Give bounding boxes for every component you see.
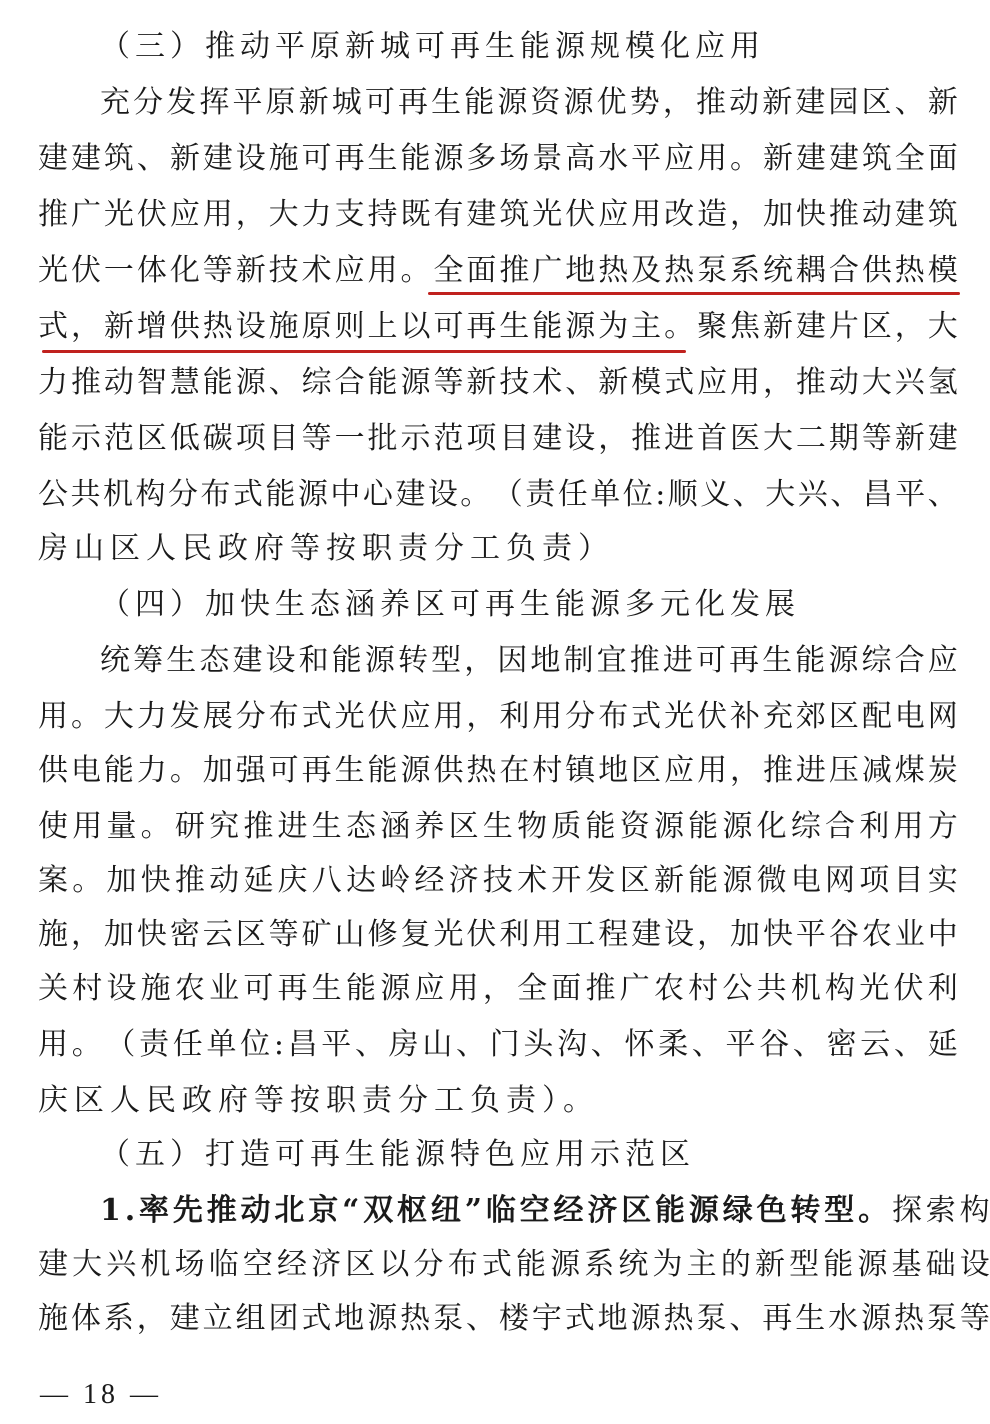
text-line: 式 ， 新 增 供 热 设 施 原 则 上 以 可 再 生 能 源 为 主 。 聚 焦 新 建 片 区 ， 大 [38, 309, 958, 344]
red-underline-1 [428, 292, 960, 295]
text-line: 建 大 兴 机 场 临 空 经 济 区 以 分 布 式 能 源 系 统 为 主 的 新 型 能 源 基 础 设 [38, 1247, 990, 1282]
text-line: 房山区人民政府等按职责分工负责） [38, 531, 614, 566]
section-heading: （四）加快生态涵养区可再生能源多元化发展 [100, 587, 800, 622]
text-line: 力 推 动 智 慧 能 源 、 综 合 能 源 等 新 技 术 、 新 模 式 应 用 ， 推 动 大 兴 氢 [38, 365, 958, 400]
text-line: 使 用 量 。 研 究 推 进 生 态 涵 养 区 生 物 质 能 资 源 能 源 化 综 合 利 用 方 [38, 809, 958, 844]
text-line: 庆区人民政府等按职责分工负责）。 [38, 1083, 599, 1118]
red-underline-2 [42, 350, 686, 353]
section-heading: （三）推动平原新城可再生能源规模化应用 [100, 29, 765, 64]
text-line: 充 分 发 挥 平 原 新 城 可 再 生 能 源 资 源 优 势 ， 推 动 新 建 园 区 、 新 [100, 85, 958, 120]
text-line: 案 。 加 快 推 动 延 庆 八 达 岭 经 济 技 术 开 发 区 新 能 源 微 电 网 项 目 实 [38, 863, 958, 898]
text-line: 能 示 范 区 低 碳 项 目 等 一 批 示 范 项 目 建 设 ， 推 进 首 医 大 二 期 等 新 建 [38, 421, 958, 456]
text-line: 关 村 设 施 农 业 可 再 生 能 源 应 用 ， 全 面 推 广 农 村 公 共 机 构 光 伏 利 [38, 971, 958, 1006]
text-line: 施 ， 加 快 密 云 区 等 矿 山 修 复 光 伏 利 用 工 程 建 设 ， 加 快 平 谷 农 业 中 [38, 917, 958, 952]
text-line: 1 . 率 先 推 动 北 京 “ 双 枢 纽 ” 临 空 经 济 区 能 源 绿 色 转 型 。 探 索 构 [100, 1193, 990, 1228]
text-line: 公 共 机 构 分 布 式 能 源 中 心 建 设 。 （ 责 任 单 位 : 顺 义 、 大 兴 、 昌 平 、 [38, 477, 958, 512]
text-line: 统 筹 生 态 建 设 和 能 源 转 型 ， 因 地 制 宜 推 进 可 再 生 能 源 综 合 应 [100, 643, 958, 678]
text-line: 建 建 筑 、 新 建 设 施 可 再 生 能 源 多 场 景 高 水 平 应 用 。 新 建 建 筑 全 面 [38, 141, 958, 176]
text-line: 供 电 能 力 。 加 强 可 再 生 能 源 供 热 在 村 镇 地 区 应 用 ， 推 进 压 减 煤 炭 [38, 753, 958, 788]
section-heading: （五）打造可再生能源特色应用示范区 [100, 1137, 695, 1172]
text-line: 用 。 大 力 发 展 分 布 式 光 伏 应 用 ， 利 用 分 布 式 光 伏 补 充 郊 区 配 电 网 [38, 699, 958, 734]
text-line: 用 。 （ 责 任 单 位 : 昌 平 、 房 山 、 门 头 沟 、 怀 柔 、 平 谷 、 密 云 、 延 [38, 1027, 958, 1062]
page-number: — 18 — [40, 1379, 162, 1410]
text-line: 推 广 光 伏 应 用 ， 大 力 支 持 既 有 建 筑 光 伏 应 用 改 造 ， 加 快 推 动 建 筑 [38, 197, 958, 232]
text-line: 施 体 系 ， 建 立 组 团 式 地 源 热 泵 、 楼 宇 式 地 源 热 泵 、 再 生 水 源 热 泵 等 [38, 1301, 990, 1336]
text-line: 光 伏 一 体 化 等 新 技 术 应 用 。 全 面 推 广 地 热 及 热 泵 系 统 耦 合 供 热 模 [38, 253, 958, 288]
